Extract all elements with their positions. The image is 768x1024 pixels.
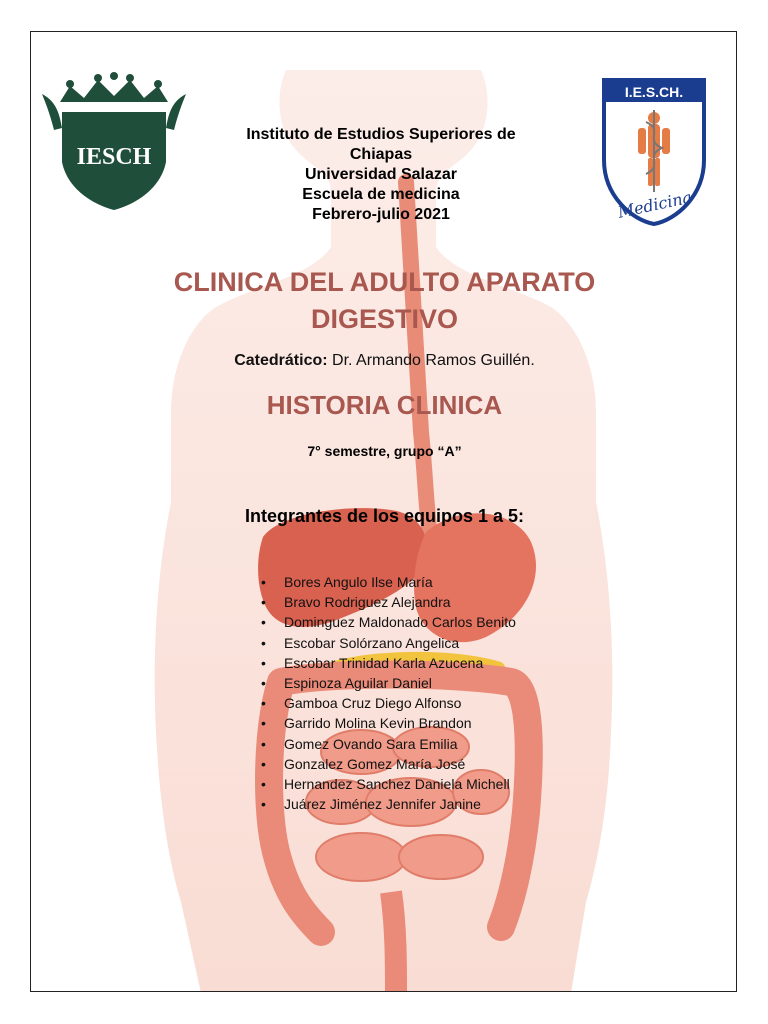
instructor-name: Dr. Armando Ramos Guillén. [327, 352, 535, 369]
list-item: • Escobar Trinidad Karla Azucena [261, 653, 516, 673]
members-list [261, 572, 516, 814]
list-item: • Bores Angulo Ilse María [261, 572, 516, 592]
document-subtitle: HISTORIA CLINICA [266, 390, 503, 420]
title-line2: DIGESTIVO [310, 304, 459, 334]
list-item: • Gomez Ovando Sara Emilia [261, 734, 516, 754]
header-institution-line1: Instituto de Estudios Superiores de [246, 126, 516, 143]
header-period: Febrero-julio 2021 [312, 206, 450, 223]
shield-script-text: Medicina [616, 187, 694, 222]
list-item: • Garrido Molina Kevin Brandon [261, 713, 516, 733]
instructor-label: Catedrático: [234, 352, 328, 369]
institution-header [191, 125, 571, 225]
list-item: • Bravo Rodriguez Alejandra [261, 592, 516, 612]
members-heading: Integrantes de los equipos 1 a 5: [244, 506, 525, 526]
list-item: • Espinoza Aguilar Daniel [261, 673, 516, 693]
iesch-medicina-shield-logo [576, 74, 730, 230]
semester-group: 7° semestre, grupo “A” [307, 443, 462, 459]
list-item: • Gamboa Cruz Diego Alfonso [261, 693, 516, 713]
shield-banner-text: I.E.S.CH. [624, 84, 684, 100]
iesch-crown-logo [40, 72, 188, 212]
header-institution-line2: Chiapas [349, 146, 413, 163]
title-line1: CLINICA DEL ADULTO APARATO [173, 267, 596, 297]
list-item: • Dominguez Maldonado Carlos Benito [261, 612, 516, 632]
document-title [101, 264, 668, 338]
list-item: • Juárez Jiménez Jennifer Janine [261, 794, 516, 814]
list-item: • Gonzalez Gomez María José [261, 754, 516, 774]
iesch-logo-lettering: IESCH [76, 144, 152, 170]
list-item: • Hernandez Sanchez Daniela Michell [261, 774, 516, 794]
instructor-line [141, 352, 628, 370]
header-university: Universidad Salazar [304, 166, 458, 183]
list-item: • Escobar Solórzano Angelica [261, 633, 516, 653]
header-school: Escuela de medicina [302, 186, 460, 203]
document-page [30, 31, 737, 992]
rectum [391, 892, 396, 992]
